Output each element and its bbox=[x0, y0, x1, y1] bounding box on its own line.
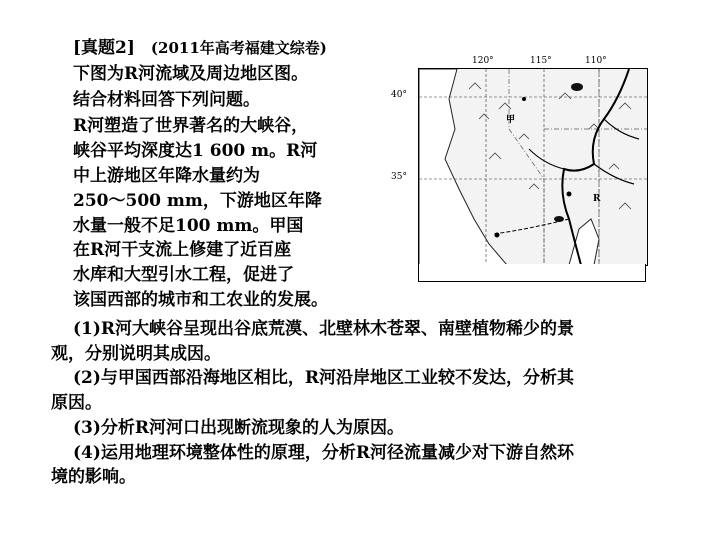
tributary bbox=[594, 164, 634, 184]
question-2: (2)与甲国西部沿海地区相比，R河沿岸地区工业较不发达，分析其 bbox=[73, 368, 575, 388]
longitude-label: 115° bbox=[530, 56, 552, 66]
longitude-label: 110° bbox=[585, 56, 607, 66]
map-figure bbox=[388, 54, 650, 284]
intro-line: 中上游地区年降水量约为 bbox=[73, 166, 260, 186]
city-dot bbox=[495, 233, 500, 238]
coastline bbox=[419, 69, 507, 265]
question-1: (1)R河大峡谷呈现出谷底荒漠、北壁林木苍翠、南壁植物稀少的景 bbox=[73, 319, 575, 339]
intro-line: 结合材料回答下列问题。 bbox=[73, 90, 260, 110]
intro-line: 水量一般不足100 mm。甲国 bbox=[73, 216, 304, 236]
question-2-cont: 原因。 bbox=[51, 393, 102, 413]
question-4: (4)运用地理环境整体性的原理，分析R河径流量减少对下游自然环 bbox=[73, 443, 575, 463]
city-dot bbox=[567, 192, 572, 197]
intro-line: 该国西部的城市和工农业的发展。 bbox=[73, 290, 328, 310]
question-3: (3)分析R河河口出现断流现象的人为原因。 bbox=[73, 418, 405, 438]
question-4-cont: 境的影响。 bbox=[51, 467, 136, 487]
mountain-texture bbox=[469, 83, 631, 209]
map-legend bbox=[418, 264, 646, 282]
tributary bbox=[529, 149, 564, 169]
country-label: 甲 bbox=[506, 115, 516, 125]
intro-line: 下图为R河流域及周边地区图。 bbox=[73, 64, 309, 84]
intro-line: 水库和大型引水工程，促进了 bbox=[73, 265, 294, 285]
lake bbox=[571, 83, 583, 91]
title-bracket: [真题2] bbox=[73, 38, 135, 58]
question-1-cont: 观，分别说明其成因。 bbox=[51, 344, 221, 364]
intro-line: R河塑造了世界著名的大峡谷， bbox=[73, 116, 309, 136]
longitude-label: 120° bbox=[472, 56, 494, 66]
intro-line: 250～500 mm，下游地区年降 bbox=[73, 191, 322, 211]
region-map bbox=[418, 68, 648, 266]
latitude-label: 35° bbox=[391, 172, 407, 182]
intro-line: 在R河干支流上修建了近百座 bbox=[73, 240, 292, 260]
intro-line: 峡谷平均深度达1 600 m。R河 bbox=[73, 141, 318, 161]
river-label: R bbox=[593, 194, 601, 204]
title-source: (2011年高考福建文综卷) bbox=[150, 39, 327, 57]
city-dot bbox=[522, 97, 526, 101]
gulf bbox=[569, 219, 599, 265]
map-drawing bbox=[419, 69, 647, 265]
question-title bbox=[73, 37, 327, 59]
latitude-label: 40° bbox=[391, 90, 407, 100]
